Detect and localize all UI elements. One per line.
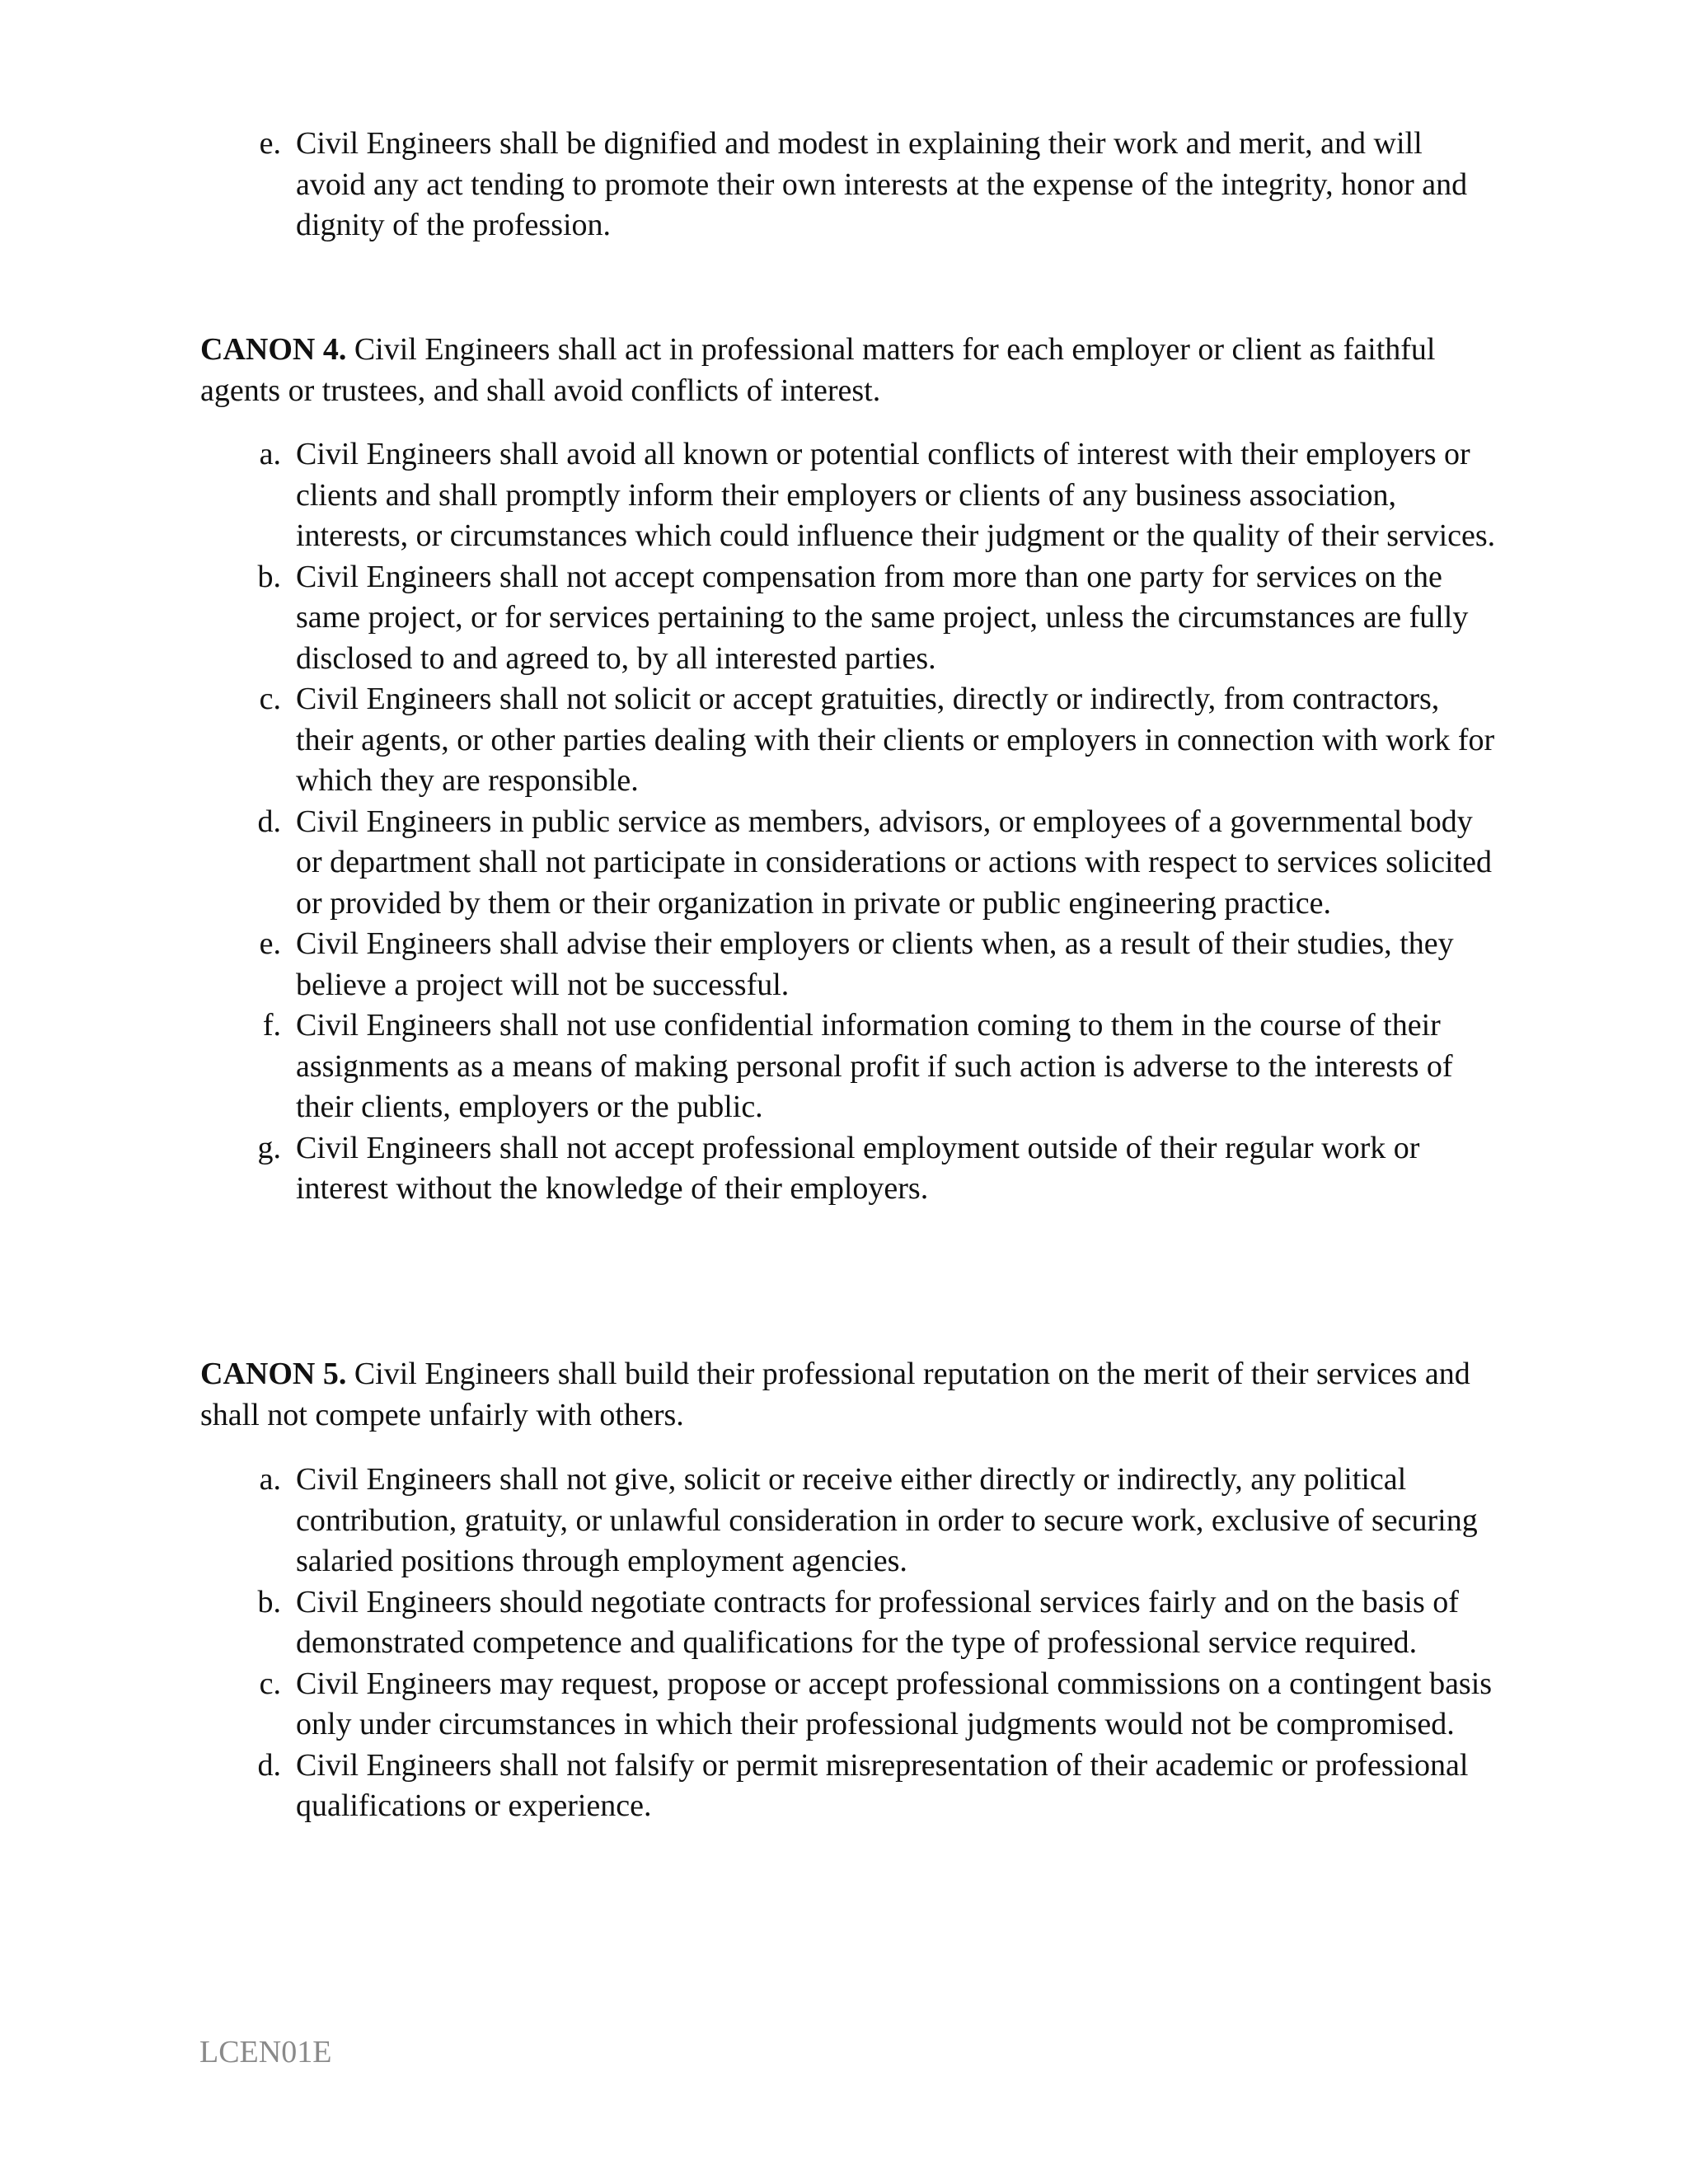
- list-item-text: Civil Engineers shall advise their employers or clients when, as a result of their studies, they believe a project will not be successful.: [296, 926, 1454, 1002]
- list-item: [241, 1460, 1498, 1582]
- canon5-list: [241, 1460, 1498, 1827]
- list-marker: b.: [257, 1584, 281, 1619]
- list-item-text: Civil Engineers shall not falsify or permit misrepresentation of their academic or professional qualifications or experience.: [296, 1747, 1469, 1823]
- canon3-continuation-list: [241, 124, 1498, 246]
- list-item: [241, 924, 1498, 1005]
- canon4-text: Civil Engineers shall act in professional matters for each employer or client as faithful agents or trustees, and shall avoid conflicts of interest.: [200, 332, 1436, 408]
- list-marker: a.: [259, 437, 281, 471]
- list-marker: c.: [259, 1666, 281, 1701]
- list-item-text: Civil Engineers in public service as members, advisors, or employees of a governmental body or department shall not participate in considerations or actions with respect to services solicited or provided by them or their organization in private or public engineering practice.: [296, 804, 1492, 921]
- list-item: [241, 557, 1498, 680]
- list-item-text: Civil Engineers shall not use confidential information coming to them in the course of their assignments as a means of making personal profit if such action is adverse to the interests of their clients, employers or the public.: [296, 1008, 1453, 1124]
- list-item: [241, 124, 1498, 246]
- list-item-text: Civil Engineers shall be dignified and modest in explaining their work and merit, and will avoid any act tending to promote their own interests at the expense of the integrity, honor and dignity of the profession.: [296, 126, 1468, 242]
- list-marker: c.: [259, 682, 281, 716]
- list-item-text: Civil Engineers should negotiate contracts for professional services fairly and on the basis of demonstrated competence and qualifications for the type of professional service required.: [296, 1584, 1459, 1660]
- list-item: [241, 679, 1498, 802]
- list-marker: a.: [259, 1462, 281, 1497]
- list-marker: e.: [259, 126, 281, 161]
- list-item: [241, 1582, 1498, 1664]
- list-item: [241, 1746, 1498, 1827]
- list-marker: f.: [262, 1008, 281, 1043]
- canon4-list: [241, 434, 1498, 1210]
- list-item: [241, 434, 1498, 557]
- list-marker: e.: [259, 926, 281, 961]
- list-item-text: Civil Engineers may request, propose or accept professional commissions on a contingent basis only under circumstances in which their professional judgments would not be compromised.: [296, 1666, 1493, 1741]
- list-item: [241, 1664, 1498, 1746]
- list-item: [241, 1128, 1498, 1210]
- list-item-text: Civil Engineers shall not give, solicit or receive either directly or indirectly, any political contribution, gratuity, or unlawful consideration in order to secure work, exclusive of securing salaried positions through employment agencies.: [296, 1462, 1478, 1578]
- canon5-label: CANON 5.: [200, 1357, 347, 1391]
- list-item-text: Civil Engineers shall not accept professional employment outside of their regular work or interest without the knowledge of their employers.: [296, 1130, 1420, 1206]
- list-marker: d.: [257, 1747, 281, 1783]
- list-item-text: Civil Engineers shall not accept compensation from more than one party for services on the same project, or for services pertaining to the same project, unless the circumstances are fully disclosed to and agreed to, by all interested parties.: [296, 559, 1469, 676]
- canon4-label: CANON 4.: [200, 332, 347, 367]
- canon4-paragraph: [200, 330, 1494, 411]
- canon5-text: Civil Engineers shall build their professional reputation on the merit of their services and shall not compete unfairly with others.: [200, 1357, 1470, 1432]
- list-item-text: Civil Engineers shall avoid all known or potential conflicts of interest with their employers or clients and shall promptly inform their employers or clients of any business association, interests, or circumstances which could influence their judgment or the quality of their services.: [296, 437, 1496, 553]
- canon5-paragraph: [200, 1354, 1494, 1436]
- list-marker: g.: [257, 1130, 281, 1165]
- list-item: [241, 1005, 1498, 1128]
- list-item: [241, 802, 1498, 925]
- list-marker: d.: [257, 804, 281, 839]
- list-item-text: Civil Engineers shall not solicit or accept gratuities, directly or indirectly, from contractors, their agents, or other parties dealing with their clients or employers in connection with work for which they are responsible.: [296, 682, 1495, 798]
- document-code-footer: LCEN01E: [199, 2035, 332, 2069]
- list-marker: b.: [257, 559, 281, 594]
